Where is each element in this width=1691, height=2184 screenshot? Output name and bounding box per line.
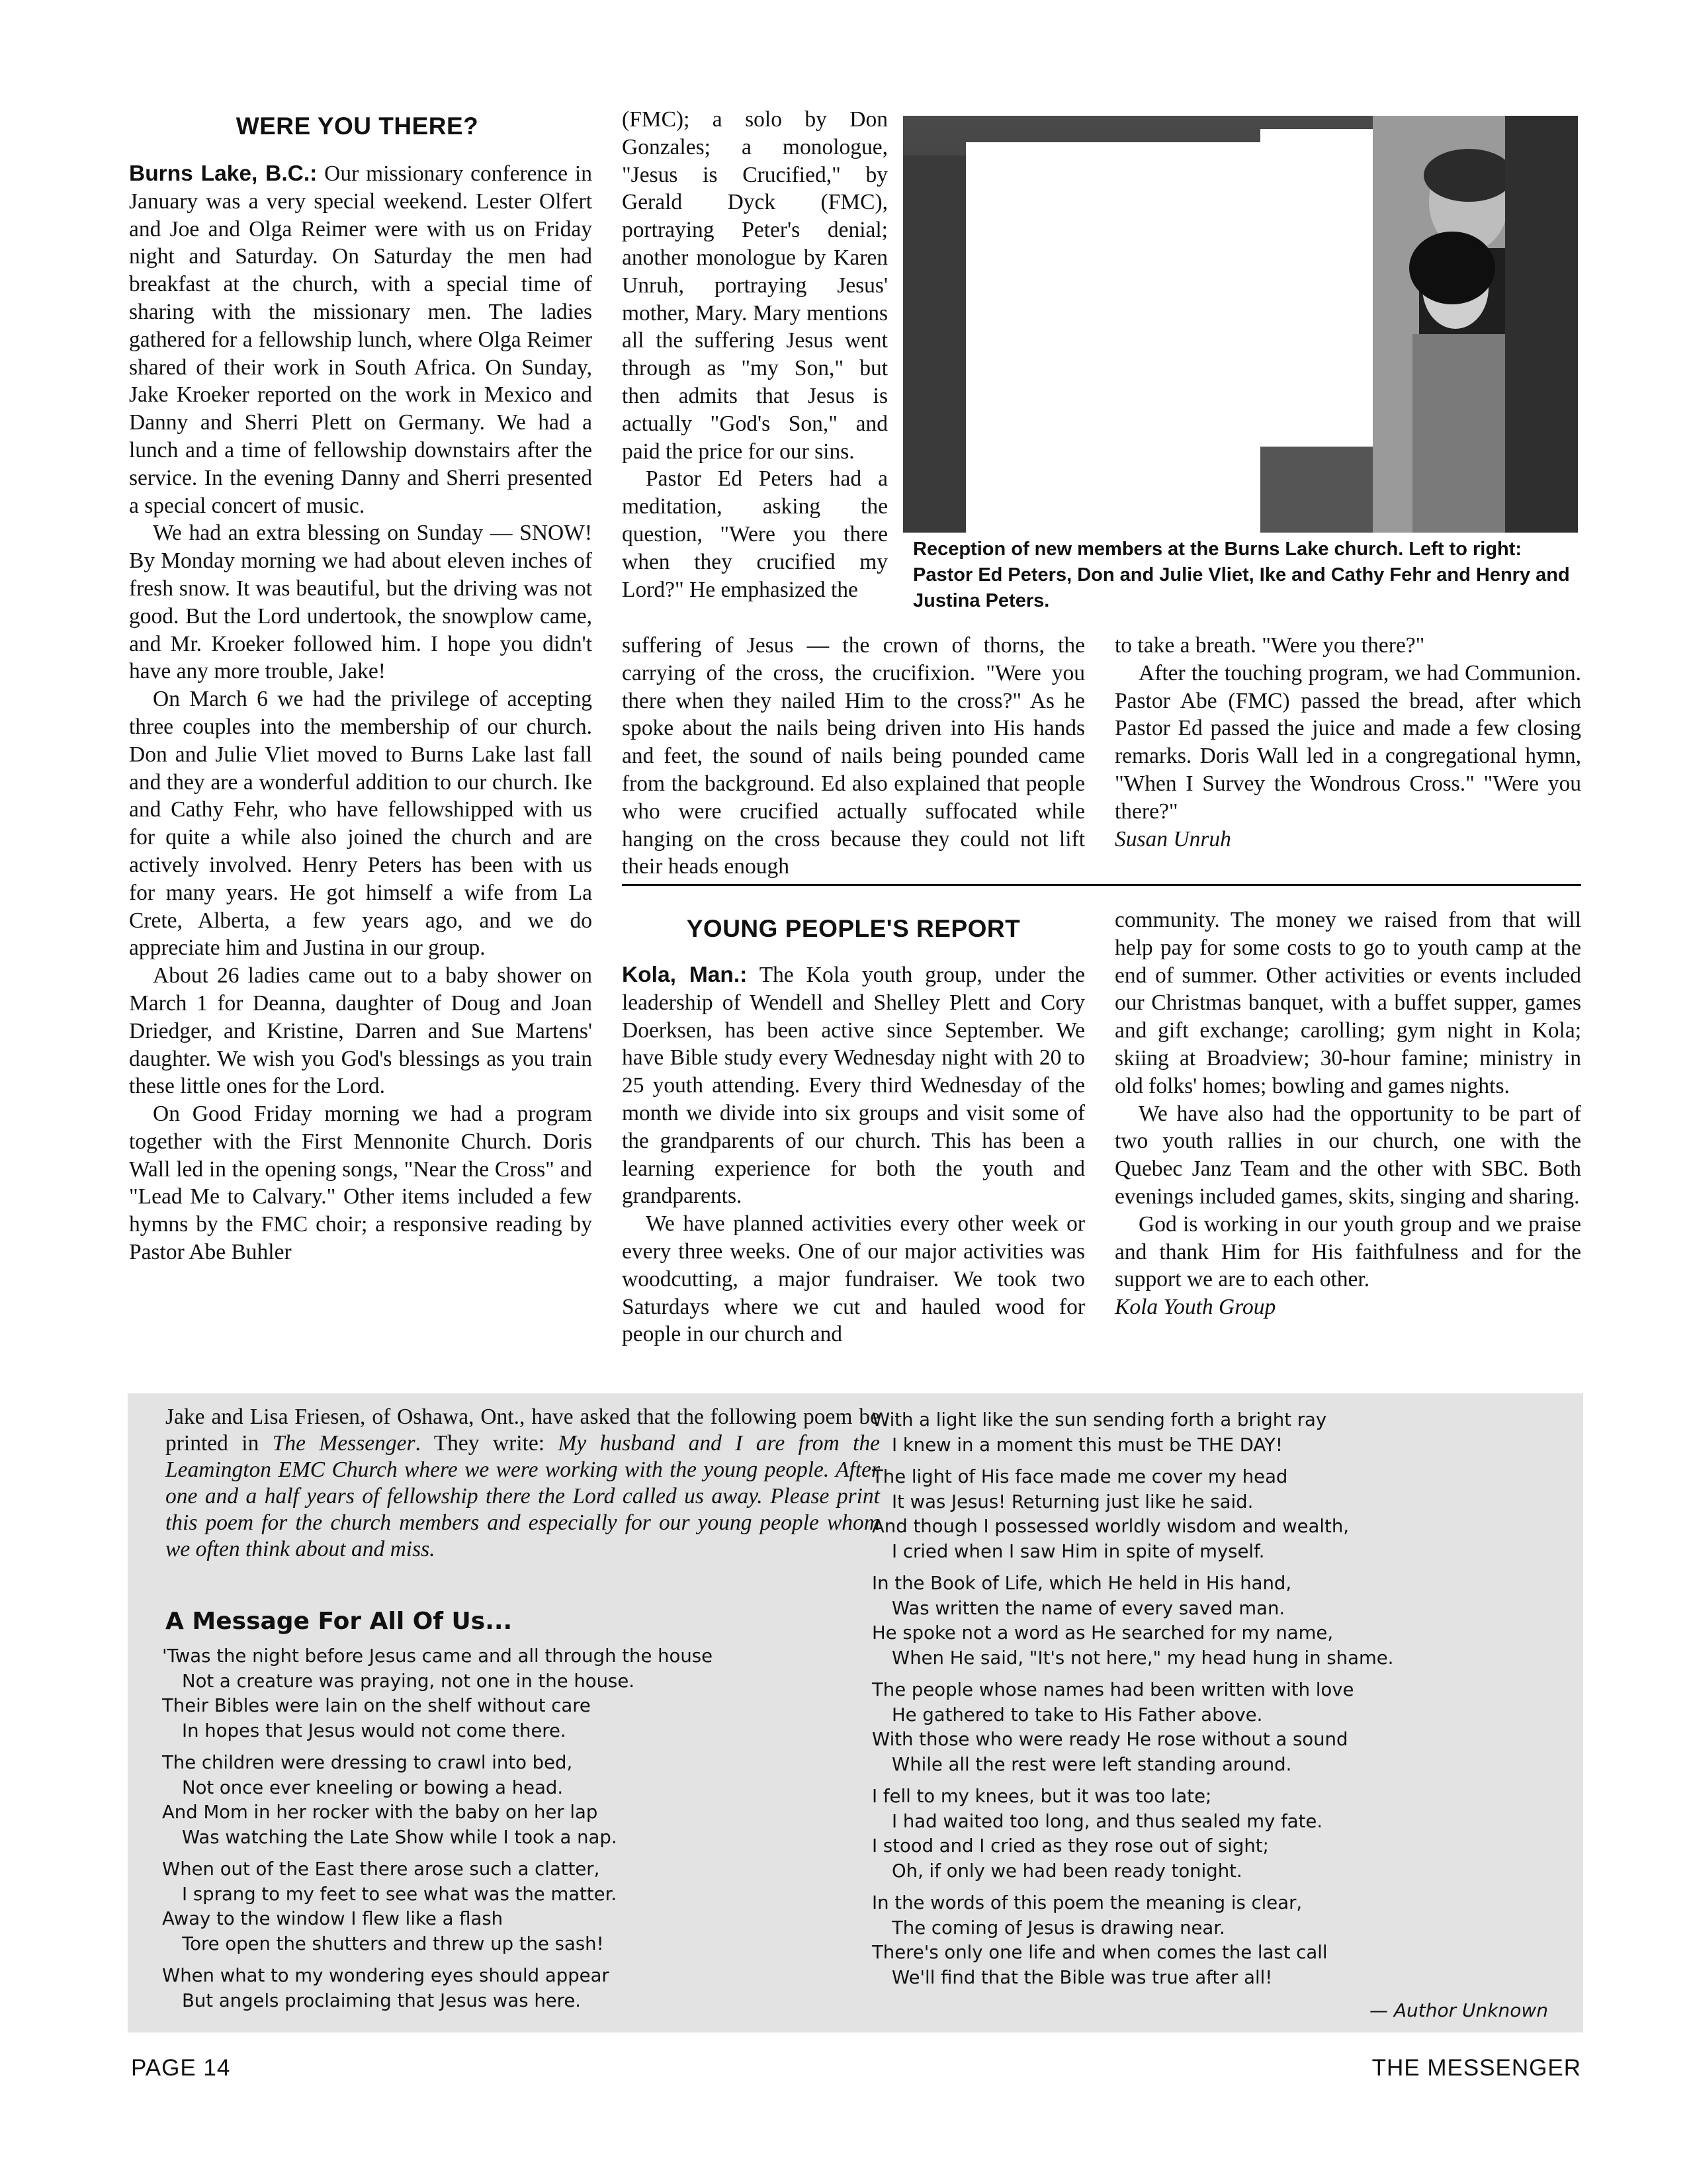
poem-line: And Mom in her rocker with the baby on her lap <box>162 1802 598 1823</box>
poem-intro-quote: My husband and I are from the Leamington EMC Church where we were working with the young people. After one and a half years of fellowship there the Lord called us away. Please print this poem for the church members and especially for our young people whom we often think about and miss. <box>165 1431 880 1561</box>
publication-name: The Messenger <box>272 1431 415 1456</box>
poem-line: When out of the East there arose such a clatter, <box>162 1858 600 1880</box>
article1-paragraph: About 26 ladies came out to a baby shower on March 1 for Deanna, daughter of Doug and Joan Driedger, and Kristine, Darren and Sue Martens' daughter. We wish you God's blessings as you train these little ones for the Lord. <box>129 963 592 1099</box>
poem-stanza <box>872 1784 1567 1884</box>
poem-stanza <box>872 1891 1567 1990</box>
poem-intro: Jake and Lisa Friesen, of Oshawa, Ont., have asked that the following poem be printed in The Messenger. They write: My husband and I are from the Leamington EMC Church where we were working with the young people. After one and a half years of fellowship there the Lord called us away. Please print this poem for the church members and especially for our young people whom we often think about and miss. <box>165 1405 880 1561</box>
poem-line: I stood and I cried as they rose out of sight; <box>872 1835 1269 1856</box>
article2-paragraph: Kola, Man.: The Kola youth group, under the leadership of Wendell and Shelley Plett and Cory Doerksen, has been active since September. We have Bible study every Wednesday night with 20 to 25 youth attending. Every third Wednesday of the month we divide into six groups and visit some of the grandparents of our church. This has been a learning experience for both the youth and grandparents. <box>622 963 1085 1209</box>
article1-paragraph: Pastor Ed Peters had a meditation, asking the question, "Were you there when they crucified my Lord?" He emphasized the <box>622 466 888 602</box>
poem-line: I had waited too long, and thus sealed my fate. <box>892 1810 1323 1832</box>
poem-line: While all the rest were left standing around. <box>892 1753 1292 1775</box>
poem-line: With those who were ready He rose without a sound <box>872 1729 1348 1750</box>
article2-paragraph: We have planned activities every other week or every three weeks. One of our major activities was woodcutting, a major fundraiser. We took two Saturdays where we cut and hauled wood for people in our church and <box>622 1211 1085 1347</box>
poem-line: Their Bibles were lain on the shelf without care <box>162 1695 591 1716</box>
article2-paragraph: community. The money we raised from that will help pay for some costs to go to youth camp at the end of summer. Other activities or events included our Christmas banquet, with a buffet supper, games and gift exchange; carolling; gym night in Kola; skiing at Broadview; 30-hour famine; ministry in old folks' homes; bowling and games nights. <box>1115 908 1581 1098</box>
poem-stanza <box>162 1644 890 1743</box>
section-divider <box>622 884 1581 886</box>
article2-paragraph: We have also had the opportunity to be part of two youth rallies in our church, one with the Quebec Janz Team and the other with SBC. Both evenings included games, skits, singing and sharing. <box>1115 1101 1581 1209</box>
poem-stanza <box>872 1678 1567 1777</box>
article1-signature: Susan Unruh <box>1115 826 1231 852</box>
poem-stanza <box>872 1465 1567 1564</box>
poem-line: When He said, "It's not here," my head hung in shame. <box>892 1647 1394 1669</box>
article-title-young-peoples-report: YOUNG PEOPLE'S REPORT <box>686 915 1021 942</box>
poem-line: Was written the name of every saved man. <box>892 1597 1285 1619</box>
article1-paragraph: Burns Lake, B.C.: Our missionary conference in January was a very special weekend. Lester Olfert and Joe and Olga Reimer were with us on Friday night and Saturday. On Saturday the men had breakfast at the church, with a special time of sharing with the missionary men. The ladies gathered for a fellowship lunch, where Olga Reimer shared of their work in South Africa. On Sunday, Jake Kroeker reported on the work in Mexico and Danny and Sherri Plett on Germany. We had a lunch and a time of fellowship downstairs after the service. In the evening Danny and Sherri presented a special concert of music. <box>129 161 592 518</box>
poem-line: I cried when I saw Him in spite of myself. <box>892 1540 1265 1562</box>
article1-column-2-continued <box>622 632 1085 881</box>
poem-line: He spoke not a word as He searched for my name, <box>872 1622 1334 1643</box>
photo-figures <box>903 116 1578 533</box>
poem-line: I fell to my knees, but it was too late; <box>872 1786 1212 1807</box>
poem-line: But angels proclaiming that Jesus was here. <box>182 1989 582 2011</box>
members-photo <box>903 116 1578 533</box>
poem-stanza <box>162 1857 890 1956</box>
dateline-kola: Kola, Man.: <box>622 963 748 987</box>
poem-right-column <box>872 1408 1567 1997</box>
poem-stanza <box>872 1571 1567 1671</box>
poem-line: Oh, if only we had been ready tonight. <box>892 1860 1242 1882</box>
poem-stanza <box>872 1408 1567 1458</box>
photo-caption: Reception of new members at the Burns Lake church. Left to right: Pastor Ed Peters, Don and Julie Vliet, Ike and Cathy Fehr and Henry and Justina Peters. <box>913 539 1570 611</box>
article2-signature: Kola Youth Group <box>1115 1295 1276 1320</box>
poem-line: In hopes that Jesus would not come there. <box>182 1720 566 1741</box>
poem-line: In the words of this poem the meaning is clear, <box>872 1892 1303 1913</box>
poem-line: The people whose names had been written with love <box>872 1679 1354 1700</box>
poem-title: A Message For All Of Us... <box>165 1608 513 1635</box>
poem-stanza <box>162 1964 890 2013</box>
poem-line: When what to my wondering eyes should appear <box>162 1965 609 1986</box>
poem-line: Tore open the shutters and threw up the sash! <box>182 1933 604 1954</box>
article2-paragraph: God is working in our youth group and we praise and thank Him for His faithfulness and for the support we are to each other. <box>1115 1211 1581 1292</box>
poem-line: With a light like the sun sending forth a bright ray <box>872 1409 1327 1430</box>
poem-line: The light of His face made me cover my head <box>872 1466 1288 1487</box>
article1-paragraph: After the touching program, we had Communion. Pastor Abe (FMC) passed the bread, after which Pastor Ed passed the juice and made a few closing remarks. Doris Wall led in a congregational hymn, "When I Survey the Wondrous Cross." "Were you there?" <box>1115 660 1581 824</box>
article1-paragraph: We had an extra blessing on Sunday — SNOW! By Monday morning we had about eleven inches of fresh snow. It was beautiful, but the driving was not good. But the Lord undertook, the snowplow came, and Mr. Kroeker followed him. I hope you didn't have any more trouble, Jake! <box>129 521 592 684</box>
article2-column-1 <box>622 961 1085 1348</box>
article1-paragraph: suffering of Jesus — the crown of thorns, the carrying of the cross, the crucifixion. "Were you there when they nailed Him to the cross?" As he spoke about the nails being driven into His hands and feet, the sound of nails being pounded came from the background. Ed also explained that people who were crucified actually suffocated while hanging on the cross because they could not lift their heads enough <box>622 633 1085 879</box>
poem-line: The coming of Jesus is drawing near. <box>892 1917 1225 1939</box>
article2-column-2 <box>1115 906 1581 1321</box>
poem-line: Not a creature was praying, not one in the house. <box>182 1670 635 1692</box>
poem-line: And though I possessed worldly wisdom and wealth, <box>872 1516 1349 1537</box>
poem-line: Was watching the Late Show while I took a nap. <box>182 1826 617 1848</box>
article1-paragraph: On Good Friday morning we had a program together with the First Mennonite Church. Doris Wall led in the opening songs, "Near the Cross" and "Lead Me to Calvary." Other items included a few hymns by the FMC choir; a responsive reading by Pastor Abe Buhler <box>129 1102 592 1265</box>
poem-line: We'll find that the Bible was true after all! <box>892 1966 1273 1988</box>
poem-stanza <box>162 1751 890 1850</box>
poem-line: 'Twas the night before Jesus came and all through the house <box>162 1645 713 1667</box>
poem-left-column <box>162 1644 890 2021</box>
publication-title: THE MESSENGER <box>1371 2055 1581 2081</box>
poem-line: There's only one life and when comes the last call <box>872 1942 1328 1963</box>
poem-line: In the Book of Life, which He held in His hand, <box>872 1573 1292 1594</box>
poem-line: I knew in a moment this must be THE DAY! <box>892 1434 1283 1456</box>
dateline-burns-lake: Burns Lake, B.C.: <box>129 161 318 186</box>
poem-line: I sprang to my feet to see what was the matter. <box>182 1883 617 1905</box>
poem-line: The children were dressing to crawl into bed, <box>162 1752 573 1773</box>
poem-line: Away to the window I flew like a flash <box>162 1908 503 1929</box>
poem-author: — Author Unknown <box>1369 1999 1548 2021</box>
article1-paragraph: On March 6 we had the privilege of accepting three couples into the membership of our church. Don and Julie Vliet moved to Burns Lake last fall and they are a wonderful addition to our church. Ike and Cathy Fehr, who have fellowshipped with us for quite a while also joined the church and are actively involved. Henry Peters has been with us for many years. He got himself a wife from La Crete, Alberta, a few years ago, and we do appreciate him and Justina in our group. <box>129 687 592 961</box>
article1-column-2 <box>622 106 888 603</box>
poem-line: He gathered to take to His Father above. <box>892 1704 1263 1725</box>
article1-column-1 <box>129 160 592 1266</box>
article1-paragraph: to take a breath. "Were you there?" <box>1115 633 1425 658</box>
page-number: PAGE 14 <box>131 2055 231 2081</box>
article-title-were-you-there: WERE YOU THERE? <box>236 112 479 140</box>
article1-column-3 <box>1115 632 1581 853</box>
poem-line: Not once ever kneeling or bowing a head. <box>182 1776 564 1798</box>
poem-line: It was Jesus! Returning just like he said. <box>892 1491 1254 1512</box>
article1-paragraph: (FMC); a solo by Don Gonzales; a monologue, "Jesus is Crucified," by Gerald Dyck (FMC), portraying Peter's denial; another monologue by Karen Unruh, portraying Jesus' mother, Mary. Mary mentions all the suffering Jesus went through as "my Son," but then admits that Jesus is actually "God's Son," and paid the price for our sins. <box>622 107 888 464</box>
